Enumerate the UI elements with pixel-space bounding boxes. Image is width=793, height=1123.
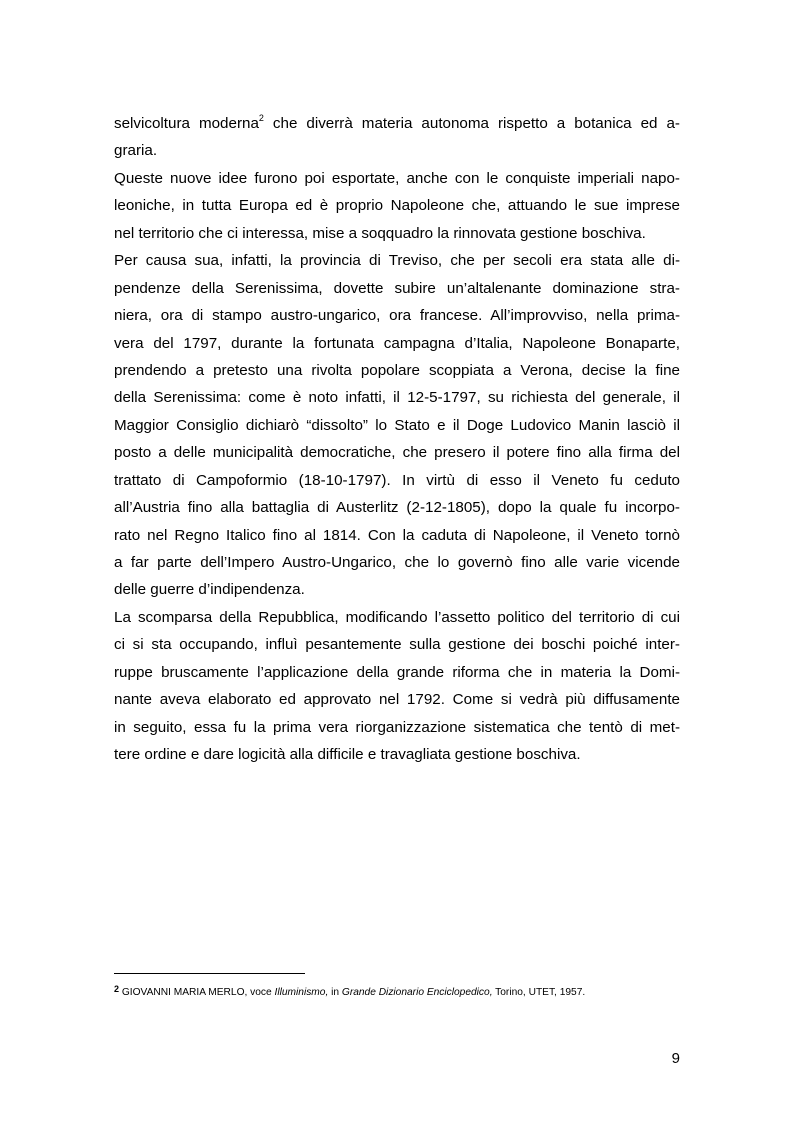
text-line: della Serenissima: come è noto infatti, il 12-5-1797, su richiesta del generale, il	[114, 389, 680, 407]
footnote-number: 2	[114, 984, 120, 994]
text-line: a far parte dell’Impero Austro-Ungarico, che lo governò fino alle varie vicende	[114, 554, 680, 571]
text-line: Maggior Consiglio dichiarò “dissolto” lo Stato e il Doge Ludovico Manin lasciò il	[114, 416, 680, 434]
text-line: nel territorio che ci interessa, mise a soqquadro la rinnovata gestione boschiva.	[114, 224, 646, 242]
text-line: ci si sta occupando, influì pesantemente sulla gestione dei boschi poiché inter-	[114, 636, 680, 654]
text-line: prendendo a pretesto una rivolta popolare scoppiata a Verona, decise la fine	[114, 361, 680, 379]
text-line: vera del 1797, durante la fortunata campagna d’Italia, Napoleone Bonaparte,	[114, 334, 680, 352]
text-line: all’Austria fino alla battaglia di Austerlitz (2-12-1805), dopo la quale fu incorpo-	[114, 499, 680, 517]
page-number: 9	[671, 1050, 680, 1067]
text-line: leoniche, in tutta Europa ed è proprio Napoleone che, attuando le sue imprese	[114, 197, 680, 215]
text-line: nante aveva elaborato ed approvato nel 1792. Come si vedrà più diffusamente	[114, 691, 680, 709]
text-line: Queste nuove idee furono poi esportate, anche con le conquiste imperiali napo-	[114, 169, 680, 187]
text-line: tere ordine e dare logicità alla difficile e travagliata gestione boschiva.	[114, 746, 581, 764]
text-line: rato nel Regno Italico fino al 1814. Con la caduta di Napoleone, il Veneto tornò	[114, 526, 680, 544]
text-line: niera, ora di stampo austro-ungarico, ora francese. All’improvviso, nella prima-	[114, 307, 680, 325]
text-line: ruppe bruscamente l’applicazione della grande riforma che in materia la Domi-	[114, 663, 680, 681]
footnote-work: Grande Dizionario Enciclopedico,	[341, 987, 493, 998]
text-line: trattato di Campoformio (18-10-1797). In virtù di esso il Veneto fu ceduto	[114, 471, 680, 489]
text-line: La scomparsa della Repubblica, modificando l’assetto politico del territorio di cui	[114, 608, 680, 626]
body-text	[114, 110, 680, 769]
text-line: Per causa sua, infatti, la provincia di Treviso, che per secoli era stata alle di-	[114, 252, 680, 270]
footnote: 2 GIOVANNI MARIA MERLO, voce Illuminismo, in Grande Dizionario Enciclopedico, Torino, UTET, 1957.	[114, 984, 586, 998]
text-line: in seguito, essa fu la prima vera riorganizzazione sistematica che tentò di met-	[114, 718, 680, 736]
text-line: posto a delle municipalità democratiche, che presero il potere fino alla firma del	[114, 444, 680, 462]
footnote-separator	[114, 973, 305, 974]
text-line: selvicoltura moderna$^2$ che diverrà materia autonoma rispetto a botanica ed a-	[114, 113, 680, 132]
text-line: delle guerre d’indipendenza.	[114, 581, 305, 599]
text-line: pendenze della Serenissima, dovette subire un’altalenante dominazione stra-	[114, 279, 680, 297]
text-line: graria.	[114, 142, 158, 160]
footnote-entry: Illuminismo,	[274, 987, 329, 998]
footnote-ref[interactable]: 2	[258, 113, 264, 123]
